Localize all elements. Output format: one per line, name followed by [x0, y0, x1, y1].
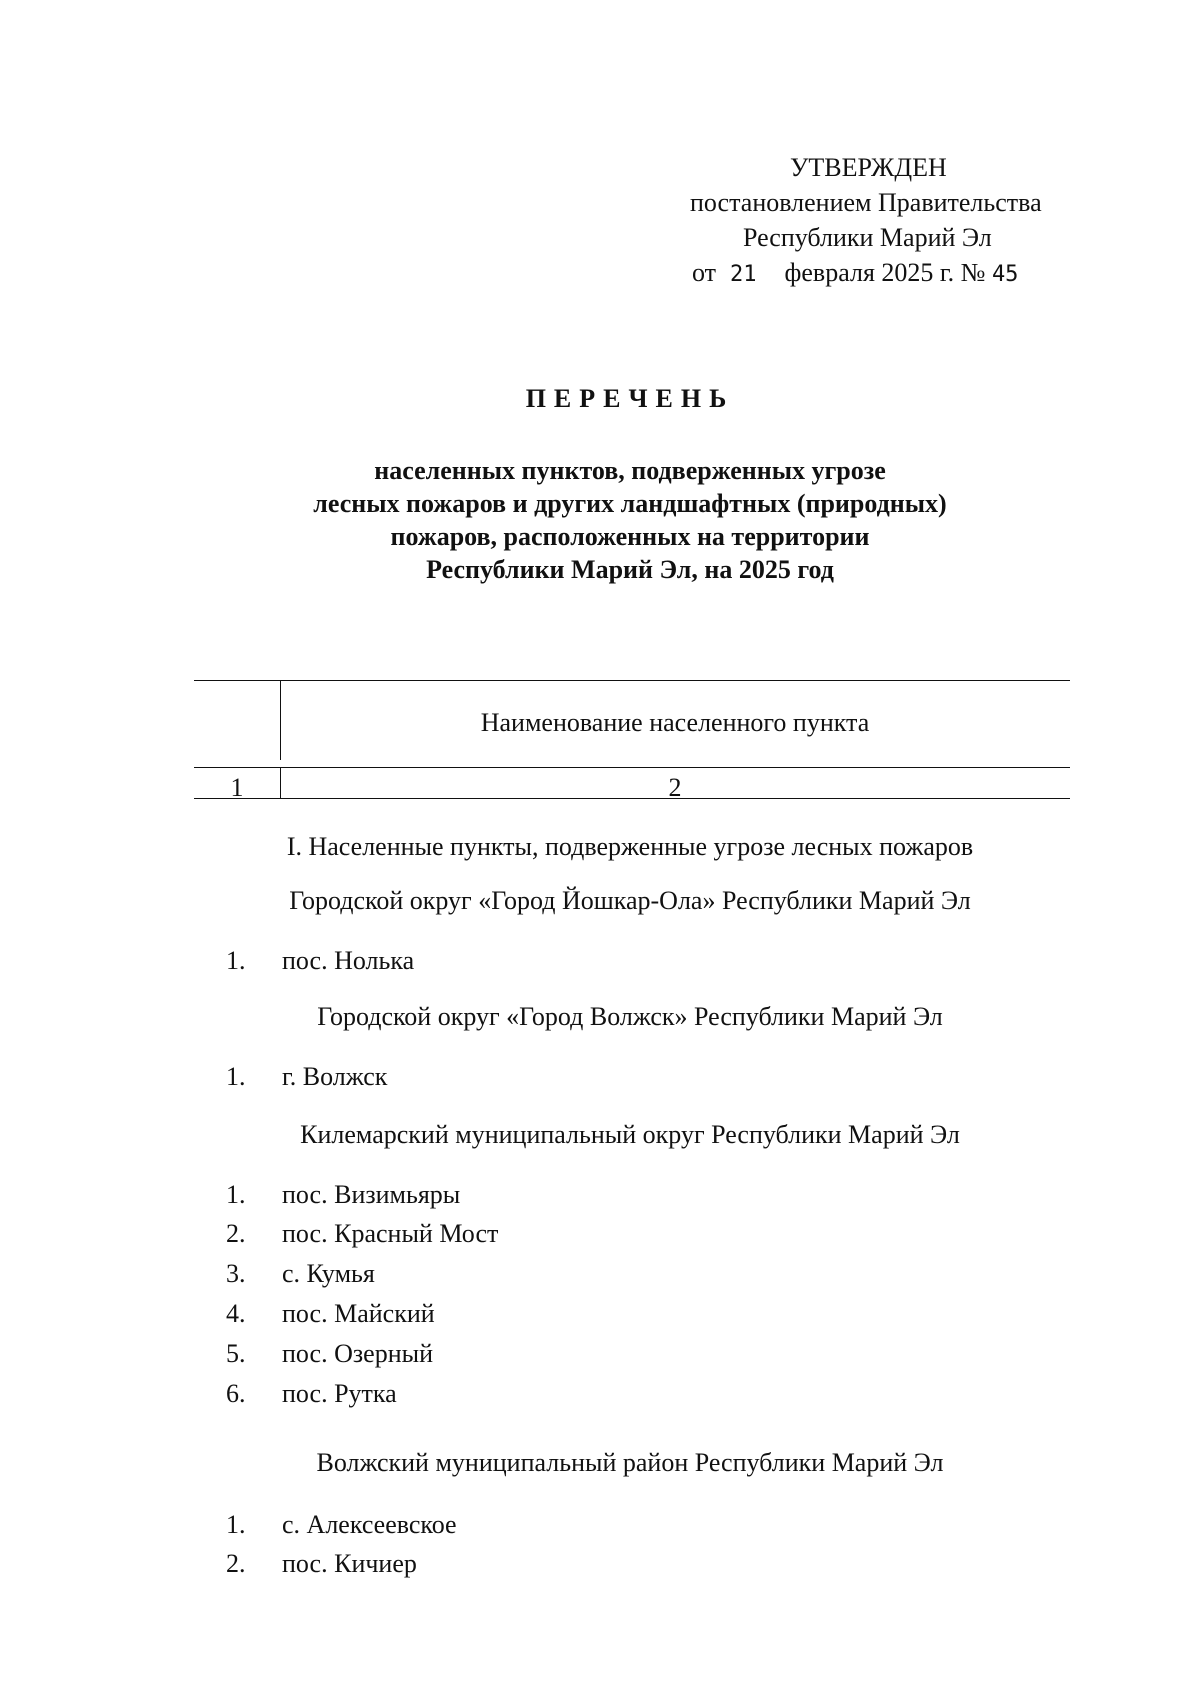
- date-day: 21: [730, 262, 757, 287]
- date-rest: февраля 2025 г. №: [784, 258, 986, 287]
- table-rule-top: [194, 680, 1070, 681]
- item-number: 1.: [226, 1510, 246, 1539]
- item-name: пос. Нолька: [282, 946, 415, 975]
- item-number: 5.: [226, 1339, 246, 1368]
- subtitle-line: лесных пожаров и других ландшафтных (природных): [313, 489, 947, 518]
- list-item: [226, 1379, 397, 1409]
- item-name: пос. Визимьяры: [282, 1180, 461, 1209]
- list-item: [226, 1339, 433, 1369]
- item-number: 1.: [226, 946, 246, 975]
- district-heading: Волжский муниципальный район Республики Марий Эл: [316, 1448, 944, 1477]
- approval-line-2: постановлением Правительства: [690, 188, 1042, 217]
- list-item: [226, 1510, 457, 1540]
- list-item: [226, 1062, 387, 1092]
- item-name: пос. Красный Мост: [282, 1219, 499, 1248]
- approval-date-line: [680, 255, 1080, 292]
- section-title: I. Населенные пункты, подверженные угрозе лесных пожаров: [286, 832, 974, 861]
- list-item: [226, 1299, 435, 1329]
- list-item: [226, 1219, 498, 1249]
- item-number: 1.: [226, 1180, 246, 1209]
- item-number: 4.: [226, 1299, 246, 1328]
- item-number: 2.: [226, 1219, 246, 1248]
- column-number-1: 1: [230, 773, 244, 802]
- approval-block: [680, 150, 1080, 292]
- item-name: пос. Озерный: [282, 1339, 433, 1368]
- district-heading: Килемарский муниципальный округ Республики Марий Эл: [300, 1120, 960, 1149]
- column-number-2: 2: [668, 773, 682, 802]
- approval-heading: УТВЕРЖДЕН: [790, 153, 947, 182]
- table-rule-bottom: [194, 798, 1070, 799]
- item-name: с. Кумья: [282, 1259, 375, 1288]
- district-heading: Городской округ «Город Волжск» Республики Марий Эл: [317, 1002, 943, 1031]
- doc-number: 45: [991, 262, 1019, 287]
- item-number: 3.: [226, 1259, 246, 1288]
- document-title: ПЕРЕЧЕНЬ: [525, 384, 735, 413]
- list-item: [226, 1180, 460, 1210]
- item-name: пос. Рутка: [282, 1379, 397, 1408]
- item-number: 6.: [226, 1379, 246, 1408]
- date-prefix: от: [692, 258, 717, 287]
- list-item: [226, 1549, 417, 1579]
- list-item: [226, 946, 414, 976]
- item-number: 2.: [226, 1549, 246, 1578]
- document-subtitle: [0, 454, 1200, 586]
- item-name: с. Алексеевское: [282, 1510, 457, 1539]
- subtitle-line: Республики Марий Эл, на 2025 год: [426, 555, 834, 584]
- subtitle-line: населенных пунктов, подверженных угрозе: [374, 456, 886, 485]
- district-heading: Городской округ «Город Йошкар-Ола» Республики Марий Эл: [289, 886, 971, 915]
- item-name: пос. Майский: [282, 1299, 435, 1328]
- table-rule-middle: [194, 767, 1070, 768]
- item-name: пос. Кичиер: [282, 1549, 417, 1578]
- item-name: г. Волжск: [282, 1062, 388, 1091]
- list-item: [226, 1259, 375, 1289]
- column-header-name: Наименование населенного пункта: [480, 708, 870, 737]
- item-number: 1.: [226, 1062, 246, 1091]
- subtitle-line: пожаров, расположенных на территории: [390, 522, 870, 551]
- approval-line-3: Республики Марий Эл: [743, 223, 992, 252]
